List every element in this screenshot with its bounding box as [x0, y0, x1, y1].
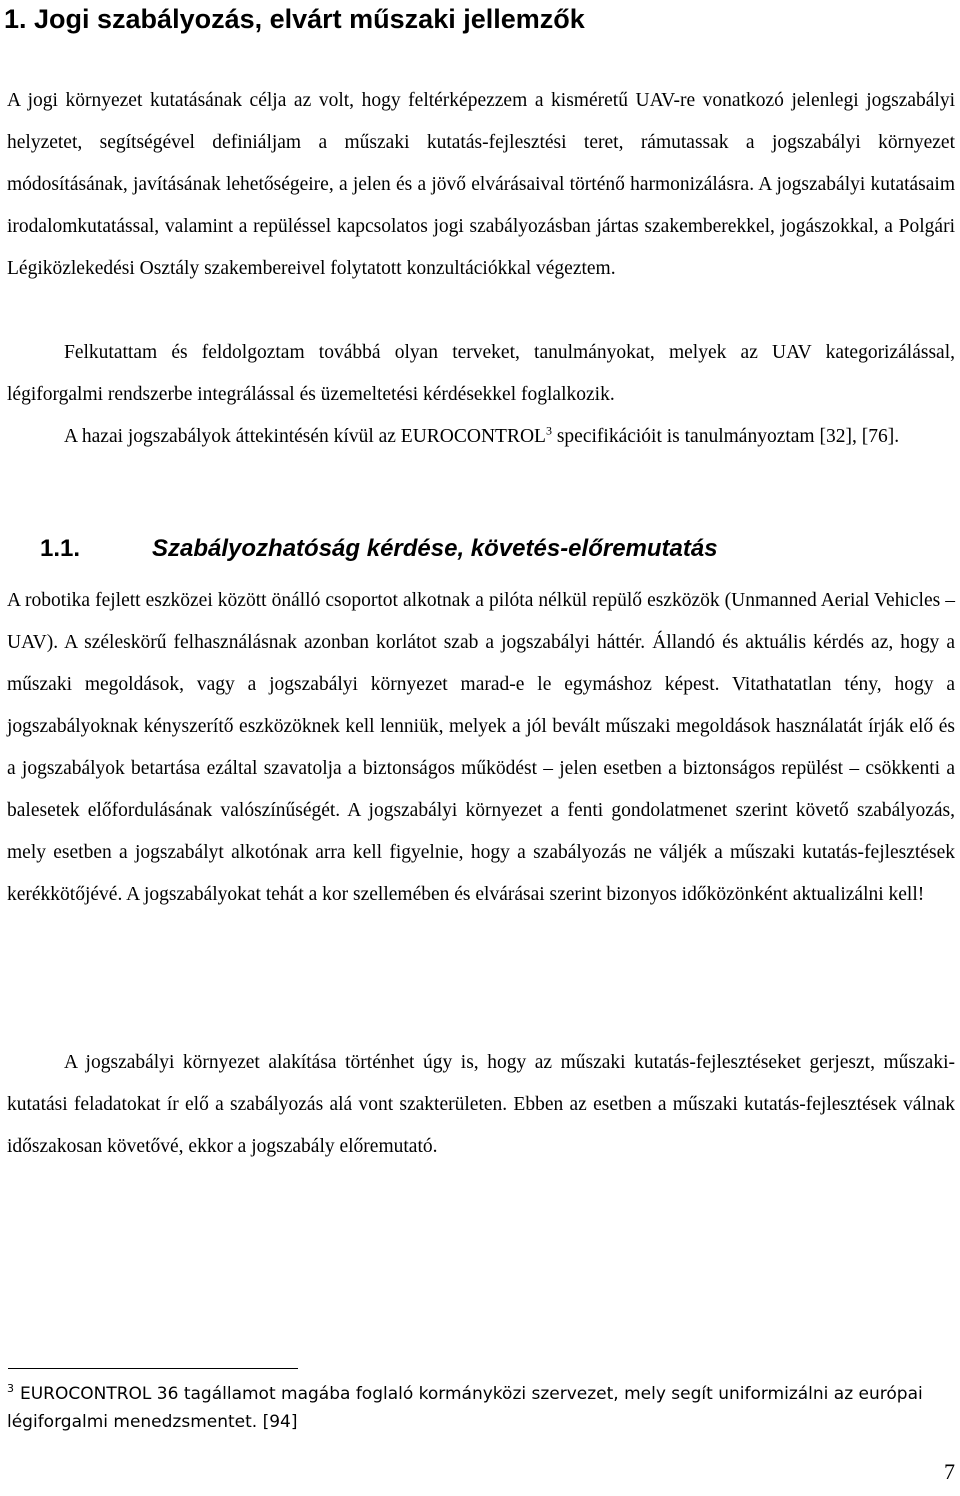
intro-paragraph-3-text: A hazai jogszabályok áttekintésén kívül az EUROCONTROL — [64, 426, 546, 447]
chapter-title: 1. Jogi szabályozás, elvárt műszaki jellemzők — [4, 4, 585, 34]
footnote-text: EUROCONTROL 36 tagállamot magába foglaló kormányközi szervezet, mely segít uniformizálni az európai légiforgalmi menedzsmentet. [94] — [7, 1384, 923, 1432]
page-number: 7 — [944, 1459, 955, 1484]
footnote-marker: 3 — [7, 1382, 14, 1396]
section-heading — [40, 533, 718, 565]
section-title: Szabályozhatóság kérdése, követés-előremutatás — [152, 535, 718, 562]
section-paragraph-2: A jogszabályi környezet alakítása történhet úgy is, hogy az műszaki kutatás-fejlesztéseket gerjeszt, műszaki-kutatási feladatokat ír elő a szabályozás alá vont szakterületen. Ebben az esetben a műszaki kutatás-fejlesztések válnak időszakosan követővé, ekkor a jogszabály előremutató. — [7, 1052, 955, 1157]
intro-paragraph-3 — [7, 416, 955, 458]
footnote-reference[interactable]: 3 — [545, 423, 552, 438]
intro-paragraph-1: A jogi környezet kutatásának célja az volt, hogy feltérképezzem a kisméretű UAV-re vonatkozó jelenlegi jogszabályi helyzetet, segítségével definiáljam a műszaki kutatás-fejlesztési teret, rámutassak a jogszabályi környezet módosításának, javításának lehetőségeire, a jelen és a jövő elvárásaival történő harmonizálásra. A jogszabályi kutatásaim irodalomkutatással, valamint a repüléssel kapcsolatos jogi szabályozásban jártas szakemberekkel, jogászokkal, a Polgári Légiközlekedési Osztály szakembereivel folytatott konzultációkkal végeztem. — [7, 90, 955, 279]
footnote-divider — [8, 1368, 298, 1369]
section-paragraph-1: A robotika fejlett eszközei között önálló csoportot alkotnak a pilóta nélkül repülő eszközök (Unmanned Aerial Vehicles – UAV). A széleskörű felhasználásnak azonban korlátot szab a jogszabályi háttér. Állandó és aktuális kérdés az, hogy a műszaki megoldások, vagy a jogszabályi környezet marad-e le egymáshoz képest. Vitathatatlan tény, hogy a jogszabályoknak kényszerítő eszközöknek kell lenniük, melyek a jól bevált műszaki megoldások használatát írják elő és a jogszabályok betartása ezáltal szavatolja a biztonságos működést – jelen esetben a biztonságos repülést – csökkenti a balesetek előfordulásának valószínűségét. A jogszabályi környezet a fenti gondolatmenet szerint követő szabályozás, mely esetben a jogszabályt alkotónak arra kell figyelnie, hogy a szabályozás ne váljék a műszaki kutatás-fejlesztések kerékkötőjévé. A jogszabályokat tehát a kor szellemében és elvárásai szerint bizonyos időközönként aktualizálni kell! — [7, 590, 955, 905]
footnote — [7, 1380, 955, 1436]
section-number: 1.1. — [40, 535, 81, 562]
intro-paragraph-2: Felkutattam és feldolgoztam továbbá olyan terveket, tanulmányokat, melyek az UAV kategorizálással, légiforgalmi rendszerbe integrálással és üzemeltetési kérdésekkel foglalkozik. — [7, 342, 955, 405]
intro-paragraph-3-text-end: specifikációit is tanulmányoztam [32], [76]. — [551, 426, 900, 447]
